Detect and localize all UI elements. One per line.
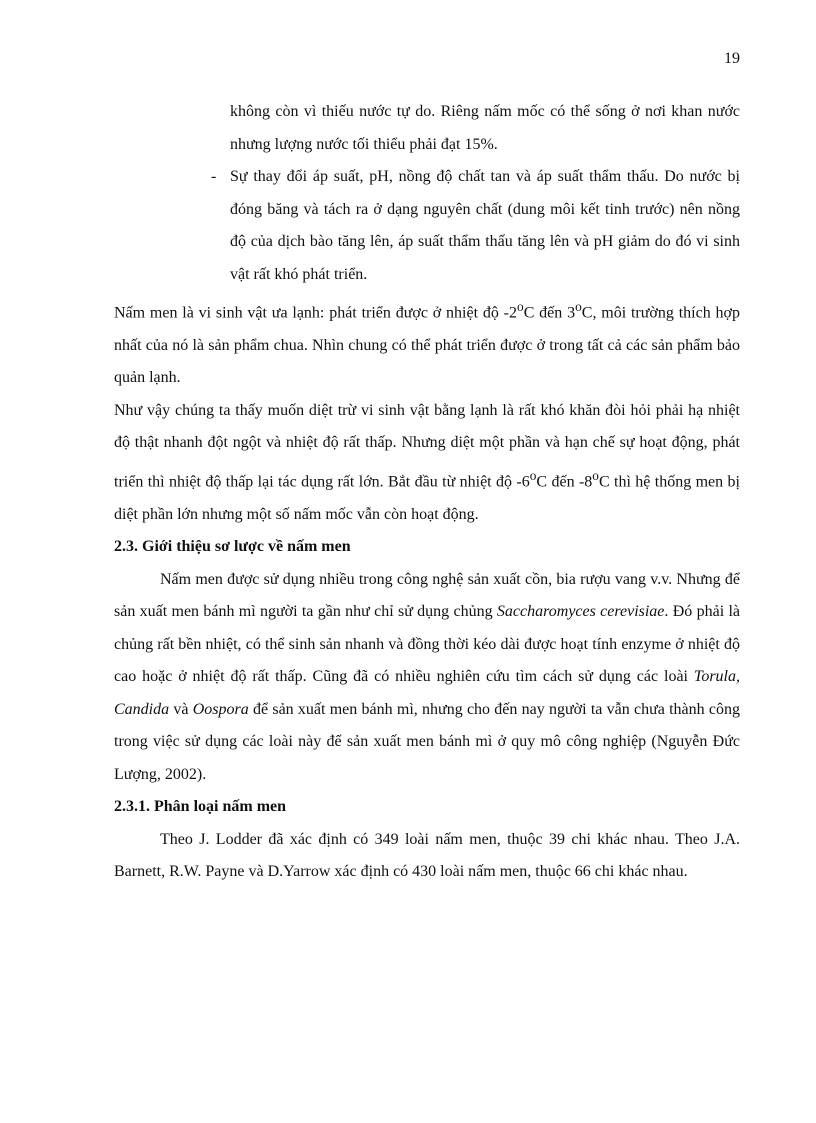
section-heading-2-3: 2.3. Giới thiệu sơ lược về nấm men [114, 538, 351, 556]
paragraph-cold-sterilization: Như vậy chúng ta thấy muốn diệt trừ vi sinh vật bằng lạnh là rất khó khăn đòi hỏi phải hạ nhiệt độ thật nhanh đột ngột và nhiệt độ rất thấp. Nhưng diệt một phần và hạn chế sự hoạt động, phát triển thì nhiệt độ thấp lại tác dụng rất lớn. Bắt đầu từ nhiệt độ -6$^o$C đến -8$^o$C thì hệ thống men bị diệt phần lớn nhưng một số nấm mốc vẫn còn hoạt động. [114, 401, 740, 523]
bullet-item [114, 161, 740, 291]
page-number: 19 [724, 50, 740, 67]
document-body [114, 96, 740, 889]
bullet-text: Sự thay đổi áp suất, pH, nồng độ chất tan và áp suất thẩm thấu. Do nước bị đóng băng và tách ra ở dạng nguyên chất (dung môi kết tinh trước) nên nồng độ của dịch bào tăng lên, áp suất thẩm thấu tăng lên và pH giảm do đó vi sinh vật rất khó phát triển. [230, 168, 740, 283]
section-heading-2-3-1: 2.3.1. Phân loại nấm men [114, 798, 287, 816]
bullet-marker: - [211, 168, 217, 185]
paragraph-continuation: không còn vì thiếu nước tự do. Riêng nấm mốc có thể sống ở nơi khan nước nhưng lượng nước tối thiểu phải đạt 15%. [230, 103, 740, 153]
paragraph-psychrophilic-yeast: Nấm men là vi sinh vật ưa lạnh: phát triển được ở nhiệt độ -2$^o$C đến 3$^o$C, môi trường thích hợp nhất của nó là sản phẩm chua. Nhìn chung có thể phát triển được ở trong tất cả các sản phẩm bảo quản lạnh. [114, 299, 740, 387]
paragraph-yeast-classification: Theo J. Lodder đã xác định có 349 loài nấm men, thuộc 39 chi khác nhau. Theo J.A. Barnett, R.W. Payne và D.Yarrow xác định có 430 loài nấm men, thuộc 66 chi khác nhau. [114, 830, 740, 881]
paragraph-yeast-intro: Nấm men được sử dụng nhiều trong công nghệ sản xuất cồn, bia rượu vang v.v. Nhưng để sản xuất men bánh mì người ta gần như chỉ sử dụng chủng Saccharomyces cerevisiae. Đó phải là chủng rất bền nhiệt, có thể sinh sản nhanh và đồng thời kéo dài được hoạt tính enzyme ở nhiệt độ cao hoặc ở nhiệt độ rất thấp. Cũng đã có nhiều nghiên cứu tìm cách sử dụng các loài Torula, Candida và Oospora để sản xuất men bánh mì, nhưng cho đến nay người ta vẫn chưa thành công trong việc sử dụng các loài này để sản xuất men bánh mì ở quy mô công nghiệp (Nguyễn Đức Lượng, 2002). [114, 570, 741, 783]
